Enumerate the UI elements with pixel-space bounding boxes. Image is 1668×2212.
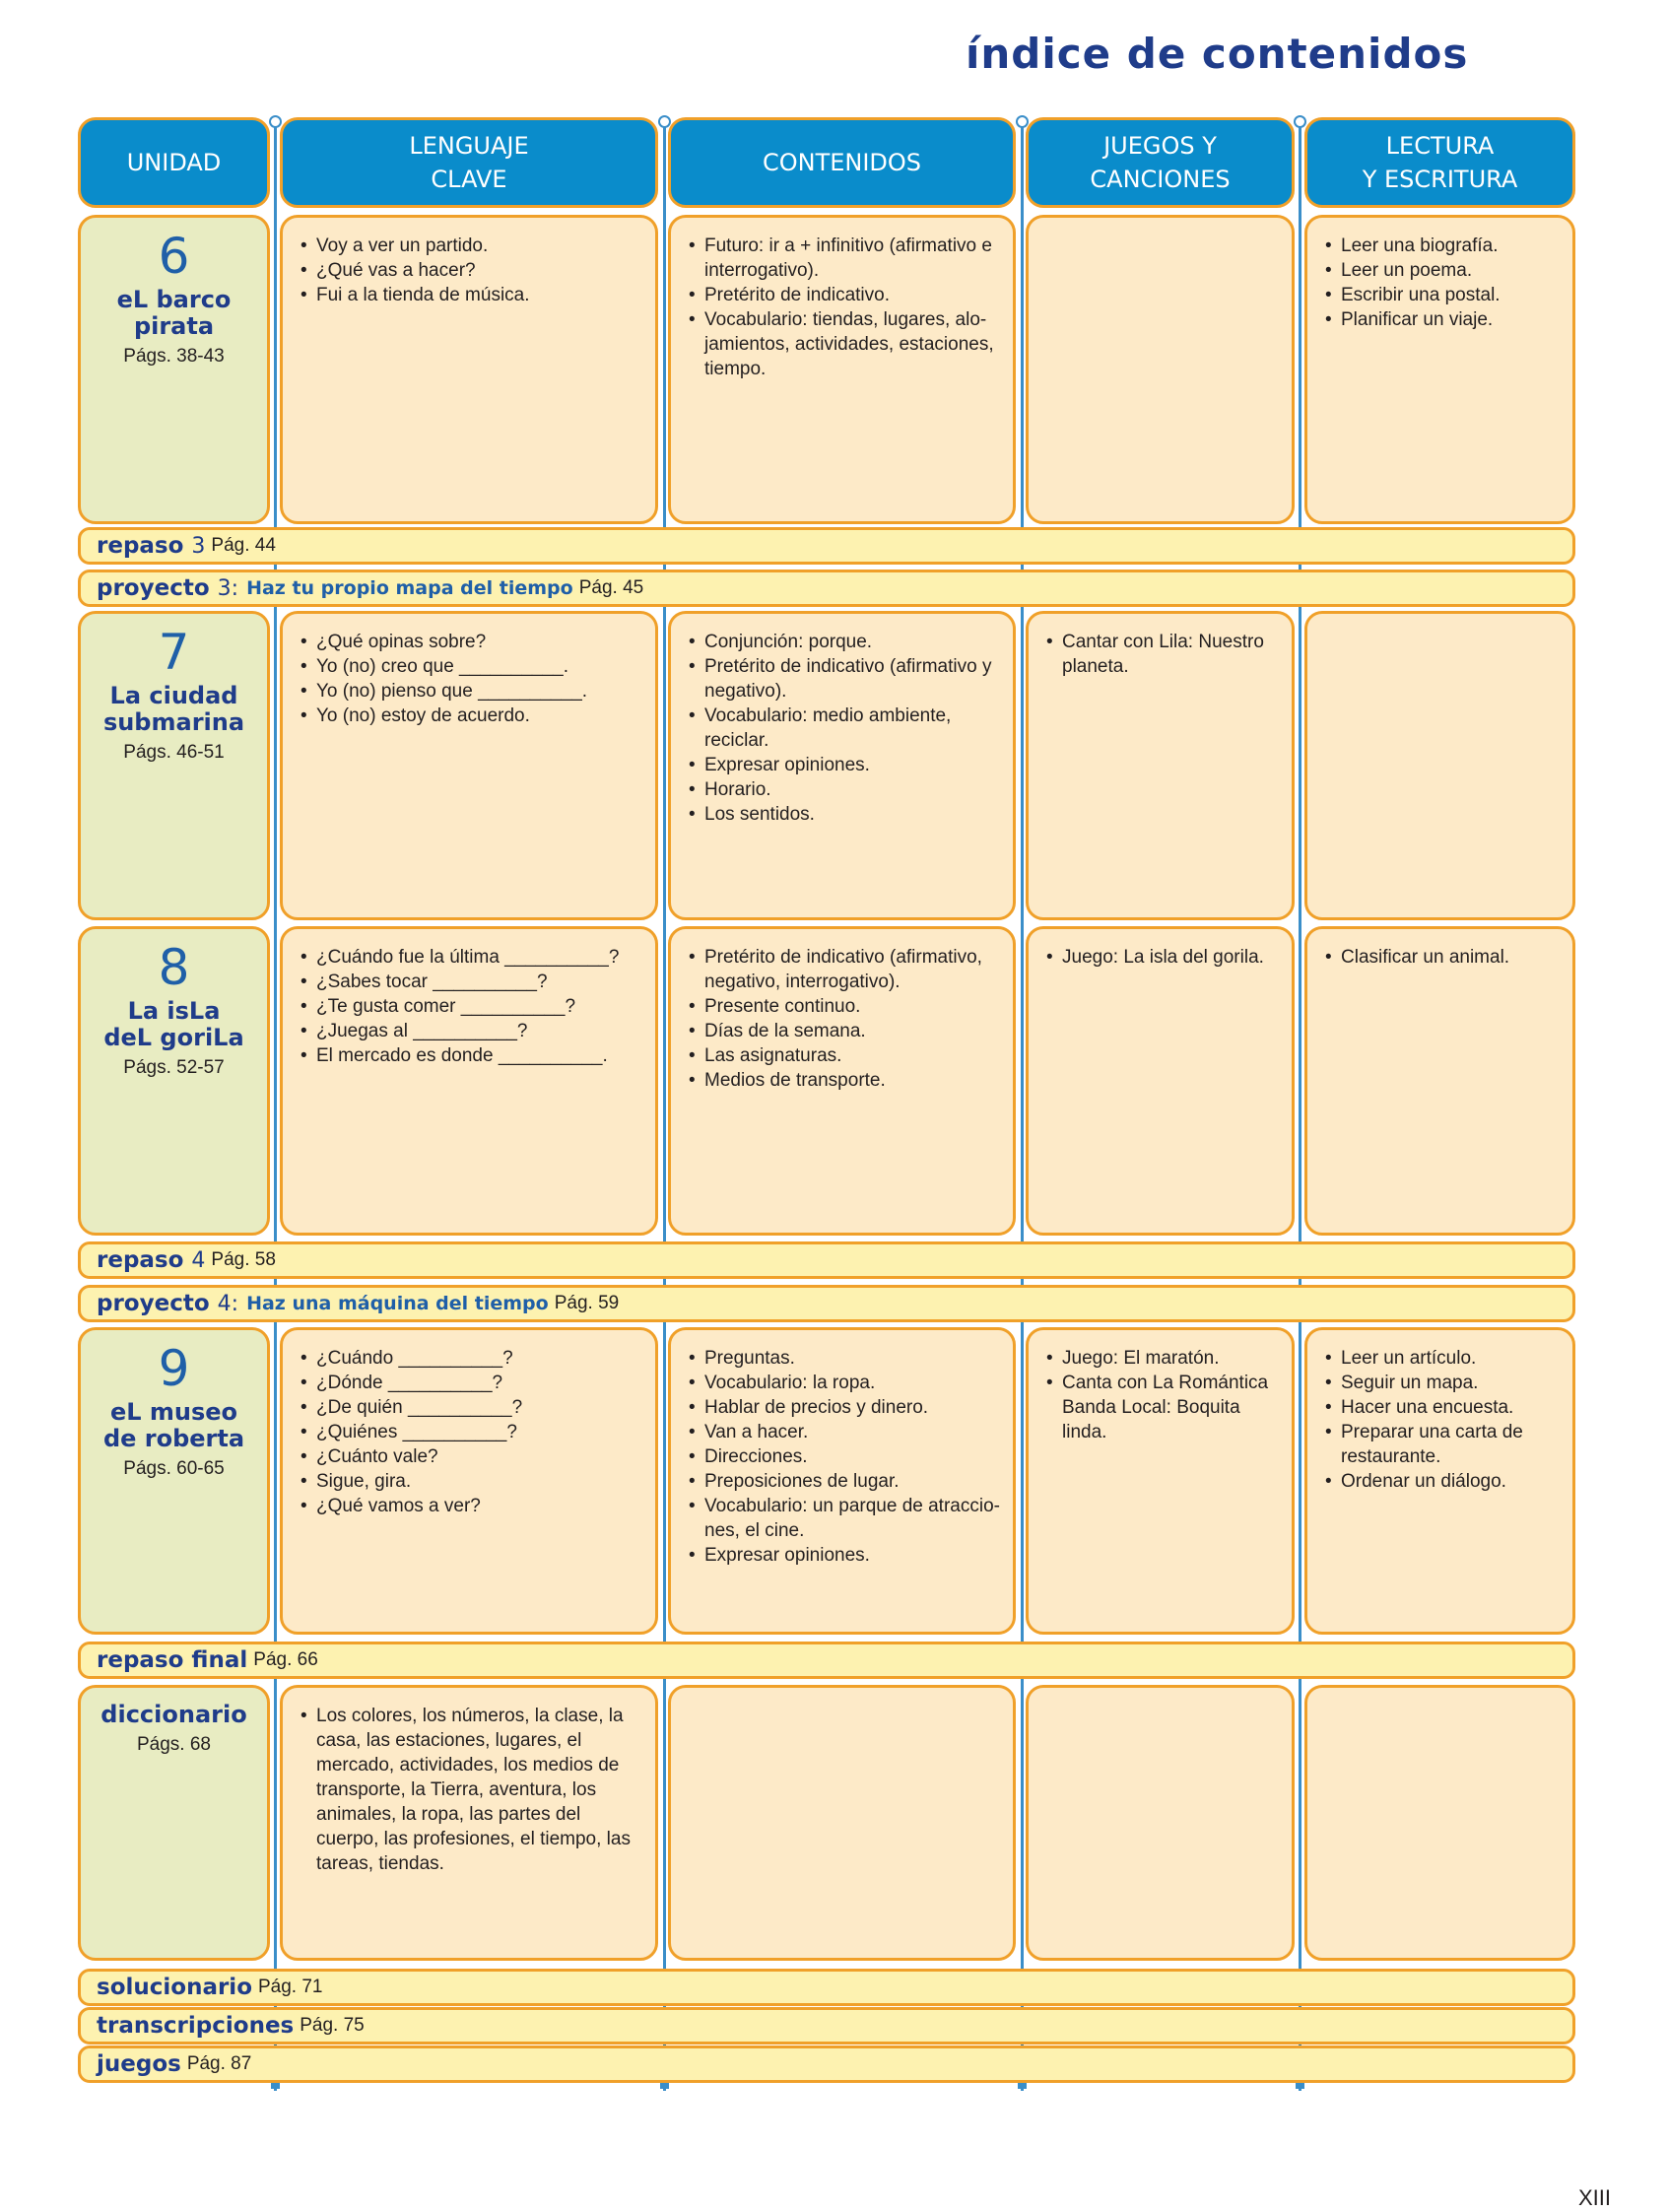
bullet-list	[671, 929, 1013, 1093]
bullet-list	[1307, 218, 1572, 332]
unit-6-lectura	[1304, 215, 1575, 524]
list-item: • Escribir una postal.	[1325, 283, 1563, 307]
list-item: • Hablar de precios y dinero.	[689, 1395, 1003, 1420]
bar-label: proyecto	[97, 575, 210, 601]
list-item: • Yo (no) estoy de acuerdo.	[300, 704, 645, 728]
solucionario-bar	[78, 1969, 1575, 2006]
list-item: • ¿Qué vamos a ver?	[300, 1494, 645, 1518]
column-divider	[274, 122, 277, 2091]
list-item: • Canta con La Romántica Banda Local: Boquita linda.	[1046, 1371, 1282, 1444]
repaso-3-bar	[78, 527, 1575, 565]
page-number: XIII	[1578, 2185, 1612, 2210]
list-item: • Expresar opiniones.	[689, 753, 1003, 777]
list-item: • Pretérito de indicativo.	[689, 283, 1003, 307]
unit-number: 8	[158, 939, 190, 996]
list-item: • ¿Dónde __________?	[300, 1371, 645, 1395]
bar-number: 4	[191, 1247, 206, 1273]
list-item: • ¿Qué vas a hacer?	[300, 258, 645, 283]
list-item: • Yo (no) pienso que __________.	[300, 679, 645, 704]
list-item: • ¿Cuándo __________?	[300, 1346, 645, 1371]
diccionario-juegos	[1026, 1685, 1295, 1961]
unit-8-cell	[78, 926, 270, 1236]
list-item: • Preguntas.	[689, 1346, 1003, 1371]
unit-name: La isLa deL goriLa	[103, 997, 244, 1051]
list-item: • Vocabulario: un parque de atraccio-nes, el cine.	[689, 1494, 1003, 1543]
unit-9-contenidos	[668, 1327, 1016, 1635]
list-item: • Cantar con Lila: Nuestro planeta.	[1046, 630, 1282, 679]
list-item: • Preposiciones de lugar.	[689, 1469, 1003, 1494]
bullet-list	[1307, 929, 1572, 970]
unit-name: eL barco pirata	[116, 286, 232, 340]
list-item: • Juego: El maratón.	[1046, 1346, 1282, 1371]
bullet-list	[1029, 929, 1292, 970]
unit-8-juegos	[1026, 926, 1295, 1236]
unit-7-cell	[78, 611, 270, 920]
juegos-bar	[78, 2045, 1575, 2083]
list-item: • Leer un artículo.	[1325, 1346, 1563, 1371]
unit-9-juegos	[1026, 1327, 1295, 1635]
list-item: • Leer una biografía.	[1325, 234, 1563, 258]
list-item: • Juego: La isla del gorila.	[1046, 945, 1282, 970]
list-item: • Preparar una carta de restaurante.	[1325, 1420, 1563, 1469]
list-item: • Seguir un mapa.	[1325, 1371, 1563, 1395]
unit-9-lectura	[1304, 1327, 1575, 1635]
unit-6-cell	[78, 215, 270, 524]
unit-number: 9	[158, 1340, 190, 1397]
list-item: • Planificar un viaje.	[1325, 307, 1563, 332]
proyecto-3-bar	[78, 570, 1575, 607]
column-divider	[1021, 122, 1024, 2091]
unit-8-lectura	[1304, 926, 1575, 1236]
bar-number: 3:	[217, 575, 239, 601]
unit-8-lenguaje	[280, 926, 658, 1236]
list-item: • Sigue, gira.	[300, 1469, 645, 1494]
header-lenguaje-clave: LENGUAJE CLAVE	[280, 117, 658, 208]
unit-name: eL museo de roberta	[102, 1398, 245, 1452]
list-item: • Vocabulario: medio ambiente, reciclar.	[689, 704, 1003, 753]
unit-7-juegos	[1026, 611, 1295, 920]
diccionario-lenguaje	[280, 1685, 658, 1961]
bullet-list	[671, 1330, 1013, 1568]
unit-number: 6	[158, 228, 190, 285]
list-item: • Ordenar un diálogo.	[1325, 1469, 1563, 1494]
list-item: • Voy a ver un partido.	[300, 234, 645, 258]
unit-7-lenguaje	[280, 611, 658, 920]
bar-label: proyecto	[97, 1291, 210, 1316]
bullet-list	[671, 614, 1013, 827]
transcripciones-bar	[78, 2007, 1575, 2044]
page-title: índice de contenidos	[966, 30, 1469, 78]
list-item: • ¿De quién __________?	[300, 1395, 645, 1420]
bullet-list	[283, 1688, 655, 1876]
list-item: • ¿Te gusta comer __________?	[300, 994, 645, 1019]
list-item: • Hacer una encuesta.	[1325, 1395, 1563, 1420]
list-item: • ¿Cuánto vale?	[300, 1444, 645, 1469]
bar-page: Pág. 75	[300, 2015, 365, 2036]
list-item: • Van a hacer.	[689, 1420, 1003, 1444]
bar-page: Pág. 66	[253, 1649, 318, 1670]
header-juegos-canciones: JUEGOS Y CANCIONES	[1026, 117, 1295, 208]
header-lectura-escritura: LECTURA Y ESCRITURA	[1304, 117, 1575, 208]
list-item: • ¿Sabes tocar __________?	[300, 970, 645, 994]
list-item: • Presente continuo.	[689, 994, 1003, 1019]
unit-number: 7	[158, 624, 190, 681]
list-item: • Los colores, los números, la clase, la casa, las estaciones, lugares, el mercado, actividades, los medios de transporte, la Tierra, aventura, los animales, la ropa, las partes del cuerpo, las profesiones, el tiempo, las tareas, tiendas.	[300, 1704, 645, 1876]
list-item: • Futuro: ir a + infinitivo (afirmativo e interrogativo).	[689, 234, 1003, 283]
bar-page: Pág. 87	[186, 2053, 252, 2074]
list-item: • Clasificar un animal.	[1325, 945, 1563, 970]
list-item: • Días de la semana.	[689, 1019, 1003, 1043]
unit-name: La ciudad submarina	[102, 682, 245, 736]
bar-title: Haz tu propio mapa del tiempo	[246, 577, 573, 599]
list-item: • Expresar opiniones.	[689, 1543, 1003, 1568]
list-item: • Direcciones.	[689, 1444, 1003, 1469]
diccionario-pages: Págs. 68	[137, 1734, 211, 1755]
column-divider	[663, 122, 666, 2091]
diccionario-contenidos	[668, 1685, 1016, 1961]
repaso-final-bar	[78, 1642, 1575, 1679]
bullet-list	[283, 614, 655, 728]
diccionario-lectura	[1304, 1685, 1575, 1961]
list-item: • Pretérito de indicativo (afirmativo y negativo).	[689, 654, 1003, 704]
list-item: • ¿Qué opinas sobre?	[300, 630, 645, 654]
unit-8-contenidos	[668, 926, 1016, 1236]
list-item: • Leer un poema.	[1325, 258, 1563, 283]
bullet-list	[283, 218, 655, 307]
list-item: • ¿Quiénes __________?	[300, 1420, 645, 1444]
list-item: • Vocabulario: la ropa.	[689, 1371, 1003, 1395]
list-item: • Fui a la tienda de música.	[300, 283, 645, 307]
proyecto-4-bar	[78, 1285, 1575, 1322]
bar-label: repaso	[97, 1247, 184, 1273]
bullet-list	[671, 218, 1013, 381]
column-divider	[1299, 122, 1301, 2091]
list-item: • Pretérito de indicativo (afirmativo, negativo, interrogativo).	[689, 945, 1003, 994]
bar-label: repaso final	[97, 1647, 248, 1673]
bar-page: Pág. 59	[554, 1293, 620, 1313]
bullet-list	[1029, 218, 1292, 234]
unit-pages: Págs. 52-57	[123, 1057, 225, 1078]
unit-pages: Págs. 46-51	[123, 742, 225, 763]
divider-node	[269, 115, 282, 128]
unit-9-cell	[78, 1327, 270, 1635]
bar-label: juegos	[97, 2051, 181, 2077]
list-item: • Las asignaturas.	[689, 1043, 1003, 1068]
list-item: • El mercado es donde __________.	[300, 1043, 645, 1068]
unit-6-lenguaje	[280, 215, 658, 524]
bullet-list	[283, 929, 655, 1068]
bar-label: solucionario	[97, 1975, 252, 2000]
bullet-list	[1029, 614, 1292, 679]
bar-title: Haz una máquina del tiempo	[246, 1293, 549, 1314]
bar-label: repaso	[97, 533, 184, 559]
bar-page: Pág. 45	[578, 577, 644, 598]
bar-page: Pág. 71	[258, 1977, 323, 1997]
unit-7-lectura	[1304, 611, 1575, 920]
list-item: • Vocabulario: tiendas, lugares, alo-jamientos, actividades, estaciones, tiempo.	[689, 307, 1003, 381]
list-item: • ¿Cuándo fue la última __________?	[300, 945, 645, 970]
bullet-list	[1307, 1330, 1572, 1494]
unit-6-juegos	[1026, 215, 1295, 524]
diccionario-cell	[78, 1685, 270, 1961]
bullet-list	[1307, 614, 1572, 630]
bullet-list	[1029, 1330, 1292, 1444]
diccionario-title: diccionario	[100, 1701, 247, 1728]
list-item: • Medios de transporte.	[689, 1068, 1003, 1093]
bar-number: 4:	[217, 1291, 239, 1316]
bar-page: Pág. 58	[211, 1249, 276, 1270]
unit-7-contenidos	[668, 611, 1016, 920]
unit-pages: Págs. 38-43	[123, 346, 225, 367]
list-item: • Conjunción: porque.	[689, 630, 1003, 654]
bar-page: Pág. 44	[211, 535, 276, 556]
divider-node	[1294, 115, 1306, 128]
bar-label: transcripciones	[97, 2013, 295, 2039]
bullet-list	[283, 1330, 655, 1518]
header-contenidos: CONTENIDOS	[668, 117, 1016, 208]
list-item: • Horario.	[689, 777, 1003, 802]
list-item: • ¿Juegas al __________?	[300, 1019, 645, 1043]
unit-9-lenguaje	[280, 1327, 658, 1635]
unit-6-contenidos	[668, 215, 1016, 524]
list-item: • Los sentidos.	[689, 802, 1003, 827]
bar-number: 3	[191, 533, 206, 559]
unit-pages: Págs. 60-65	[123, 1458, 225, 1479]
list-item: • Yo (no) creo que __________.	[300, 654, 645, 679]
header-unidad: UNIDAD	[78, 117, 270, 208]
repaso-4-bar	[78, 1241, 1575, 1279]
